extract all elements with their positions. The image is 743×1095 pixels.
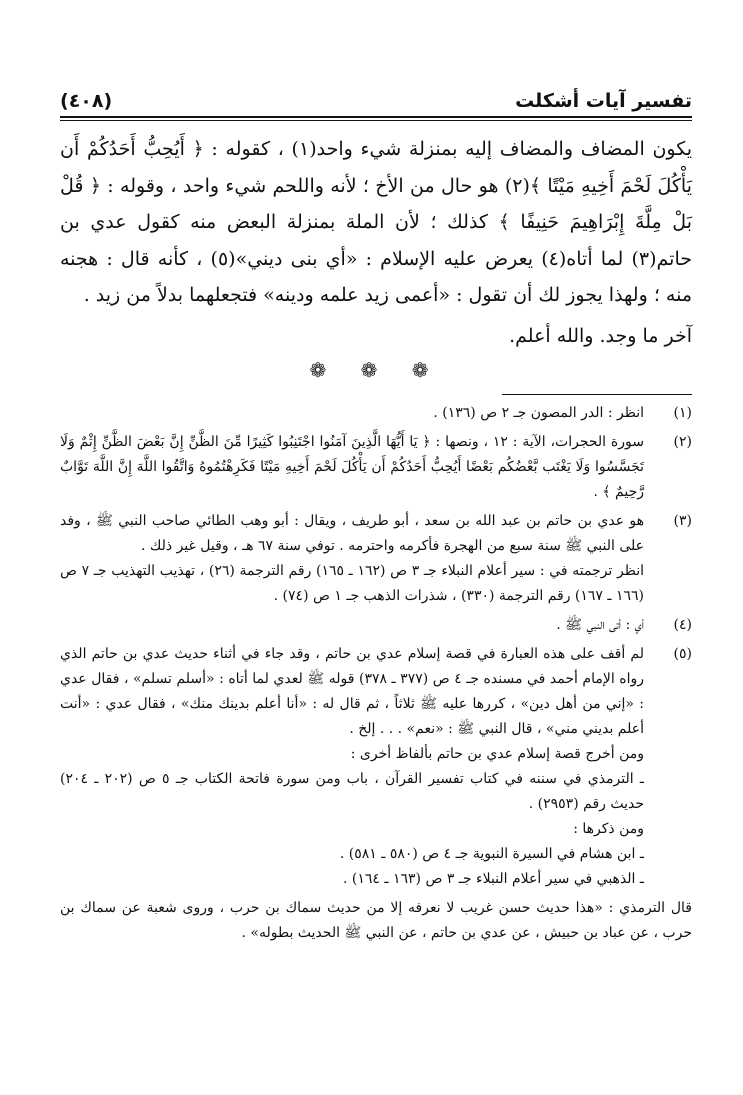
body-paragraph: يكون المضاف والمضاف إليه بمنزلة شيء واحد(١) ، كقوله : ﴿ أَيُحِبُّ أَحَدُكُمْ أَن يَأْكُلَ لَحْمَ أَخِيهِ مَيْتًا ﴾(٢) هو حال من الأخ ؛ لأنه واللحم شيء واحد ، وقوله : ﴿ قُلْ بَلْ مِلَّةَ إِبْرَاهِيمَ حَنِيفًا ﴾ كذلك ؛ لأن الملة بمنزلة البعض منه كقول عدي بن حاتم(٣) لما أتاه(٤) يعرض عليه الإسلام : «أي بنى ديني»(٥) ، كأنه قال : هجنه منه ؛ ولهذا يجوز لك أن تقول : «أعمى زيد علمه ودينه» فتجعلهما بدلاً من زيد .	[60, 138, 693, 306]
footnote-2	[60, 430, 692, 505]
footnote-text: ـ ابن هشام في السيرة النبوية جـ ٤ ص (٥٨٠ ـ ٥٨١) .	[339, 845, 644, 862]
footnote-number: (٢)	[673, 433, 692, 450]
footnote-text: انظر : الدر المصون جـ ٢ ص (١٣٦) .	[433, 404, 644, 421]
footnote-1	[60, 401, 692, 426]
footnote-text: ومن ذكرها :	[573, 820, 644, 837]
footnote-text: ـ الترمذي في سننه في كتاب تفسير القرآن ، باب ومن سورة فاتحة الكتاب جـ ٥ ص (٢٠٢ ـ ٢٠٤) حديث رقم (٢٩٥٣) .	[60, 770, 644, 812]
footnote-number: (٥)	[673, 645, 692, 662]
header-rule	[60, 116, 692, 118]
footnote-text: انظر ترجمته في : سير أعلام النبلاء جـ ٣ ص (١٦٢ ـ ١٦٥) رقم الترجمة (٢٦) ، تهذيب التهذيب جـ ٧ ص (١٦٦ ـ ١٦٧) رقم الترجمة (٣٣٠) ، شذرات الذهب جـ ١ ص (٧٤) .	[60, 562, 644, 604]
footnote-text: هو عدي بن حاتم بن عبد الله بن سعد ، أبو طريف ، ويقال : أبو وهب الطائي صاحب النبي ﷺ ، وفد على النبي ﷺ سنة سبع من الهجرة فأكرمه واحترمه . توفي سنة ٦٧ هـ ، وقيل غير ذلك .	[60, 512, 644, 554]
running-header	[60, 78, 692, 112]
running-title: تفسير آيات أشكلت	[515, 90, 692, 112]
main-text	[60, 131, 692, 314]
footnote-3	[60, 509, 692, 609]
footnote-5	[60, 642, 692, 892]
footnote-rule	[502, 394, 692, 395]
footnote-text: سورة الحجرات، الآية : ١٢ ، ونصها : ﴿ يَا أَيُّهَا الَّذِينَ آمَنُوا اجْتَنِبُوا كَثِيرًا مِّنَ الظَّنِّ إِنَّ بَعْضَ الظَّنِّ إِثْمٌ وَلَا تَجَسَّسُوا وَلَا يَغْتَب بَّعْضُكُم بَعْضًا أَيُحِبُّ أَحَدُكُمْ أَن يَأْكُلَ لَحْمَ أَخِيهِ مَيْتًا فَكَرِهْتُمُوهُ وَاتَّقُوا اللَّهَ إِنَّ اللَّهَ تَوَّابٌ رَّحِيمٌ ﴾ .	[60, 433, 644, 500]
footnote-text: ـ الذهبي في سير أعلام النبلاء جـ ٣ ص (١٦٣ ـ ١٦٤) .	[343, 870, 644, 887]
footnote-number: (١)	[673, 404, 692, 421]
footnote-number: (٣)	[673, 512, 692, 529]
footnotes	[60, 401, 692, 946]
footnote-text: ومن أخرج قصة إسلام عدي بن حاتم بألفاظ أخرى :	[350, 745, 644, 762]
footnote-4	[60, 613, 692, 638]
header-rule-thin	[60, 120, 692, 121]
page-number: (٤٠٨)	[60, 90, 113, 112]
closing-line: آخر ما وجد. والله أعلم.	[509, 324, 692, 347]
footnote-number: (٤)	[673, 616, 692, 633]
page-content	[60, 78, 692, 946]
section-ornament: ❁ ❁ ❁	[309, 357, 443, 382]
footnote-text: أي : أتى النبي ﷺ .	[556, 616, 644, 633]
footnote-text: لم أقف على هذه العبارة في قصة إسلام عدي بن حاتم ، وقد جاء في أثناء حديث عدي بن حاتم الذي رواه الإمام أحمد في مسنده جـ ٤ ص (٣٧٧ ـ ٣٧٨) قوله ﷺ لعدي لما أتاه : «أسلم تسلم» ، فقال عدي : «إني من أهل دين» ، كررها عليه ﷺ ثلاثاً ، ثم قال له : «أنا أعلم بدينك منك» ، فقال عدي : «أنت أعلم بديني مني» ، قال النبي ﷺ : «نعم» . . . إلخ .	[60, 645, 644, 737]
footnote-trailing-note: قال الترمذي : «هذا حديث حسن غريب لا نعرفه إلا من حديث سماك بن حرب ، وروى شعبة عن سماك بن حرب ، عن عباد بن حبيش ، عن عدي بن حاتم ، عن النبي ﷺ الحديث بطوله» .	[60, 899, 692, 941]
